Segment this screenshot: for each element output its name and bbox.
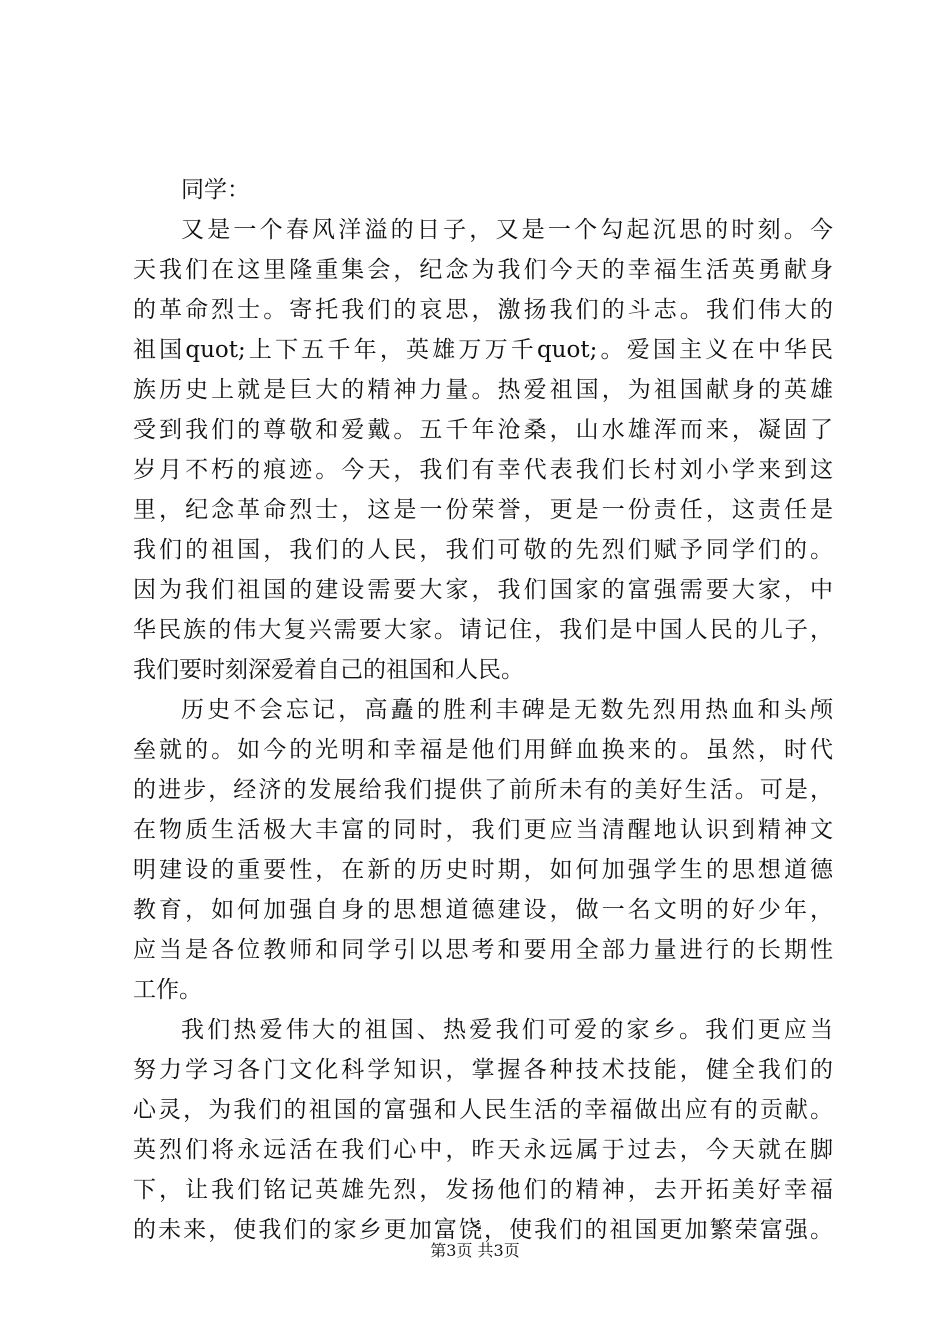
paragraph-1-line-11: 华民族的伟大复兴需要大家。请记住，我们是中国人民的儿子， (133, 617, 833, 643)
paragraph-1-line-2: 天我们在这里隆重集会，纪念为我们今天的幸福生活英勇献身 (133, 257, 833, 283)
paragraph-1-line-3: 的革命烈士。寄托我们的哀思，激扬我们的斗志。我们伟大的 (133, 297, 833, 323)
paragraph-1-line-5: 族历史上就是巨大的精神力量。热爱祖国，为祖国献身的英雄 (133, 377, 833, 403)
document-body (133, 170, 833, 1250)
paragraph-1-line-1: 又是一个春风洋溢的日子，又是一个勾起沉思的时刻。今 (181, 217, 833, 243)
salutation-line: 同学： (181, 177, 250, 203)
paragraph-2-line-6: 教育，如何加强自身的思想道德建设，做一名文明的好少年， (133, 897, 833, 923)
paragraph-1-line-12: 我们要时刻深爱着自己的祖国和人民。 (133, 657, 524, 683)
paragraph-2-line-7: 应当是各位教师和同学引以思考和要用全部力量进行的长期性 (133, 937, 833, 963)
paragraph-3-line-5: 下，让我们铭记英雄先烈，发扬他们的精神，去开拓美好幸福 (133, 1177, 833, 1203)
paragraph-2-line-5: 明建设的重要性，在新的历史时期，如何加强学生的思想道德 (133, 857, 833, 883)
paragraph-1-line-4: 祖国quot;上下五千年，英雄万万千quot;。爱国主义在中华民 (133, 337, 833, 363)
paragraph-1-line-6: 受到我们的尊敬和爱戴。五千年沧桑，山水雄浑而来，凝固了 (133, 417, 833, 443)
paragraph-1-line-10: 因为我们祖国的建设需要大家，我们国家的富强需要大家，中 (133, 577, 833, 603)
paragraph-3-line-2: 努力学习各门文化科学知识，掌握各种技术技能，健全我们的 (133, 1057, 833, 1083)
paragraph-3-line-1: 我们热爱伟大的祖国、热爱我们可爱的家乡。我们更应当 (181, 1017, 833, 1043)
paragraph-2-line-2: 垒就的。如今的光明和幸福是他们用鲜血换来的。虽然，时代 (133, 737, 833, 763)
paragraph-2-line-1: 历史不会忘记，高矗的胜利丰碑是无数先烈用热血和头颅 (181, 697, 833, 723)
paragraph-1-line-7: 岁月不朽的痕迹。今天，我们有幸代表我们长村刘小学来到这 (133, 457, 833, 483)
paragraph-3-line-6: 的未来，使我们的家乡更加富饶，使我们的祖国更加繁荣富强。 (133, 1217, 833, 1243)
paragraph-2-line-4: 在物质生活极大丰富的同时，我们更应当清醒地认识到精神文 (133, 817, 833, 843)
paragraph-3-line-4: 英烈们将永远活在我们心中，昨天永远属于过去，今天就在脚 (133, 1137, 833, 1163)
paragraph-1-line-8: 里，纪念革命烈士，这是一份荣誉，更是一份责任，这责任是 (133, 497, 833, 523)
page-number-footer: 第3页 共3页 (430, 1241, 520, 1260)
paragraph-2-line-8: 工作。 (133, 977, 202, 1003)
paragraph-1-line-9: 我们的祖国，我们的人民，我们可敬的先烈们赋予同学们的。 (133, 537, 833, 563)
paragraph-3-line-3: 心灵，为我们的祖国的富强和人民生活的幸福做出应有的贡献。 (133, 1097, 833, 1123)
paragraph-2-line-3: 的进步，经济的发展给我们提供了前所未有的美好生活。可是， (133, 777, 833, 803)
